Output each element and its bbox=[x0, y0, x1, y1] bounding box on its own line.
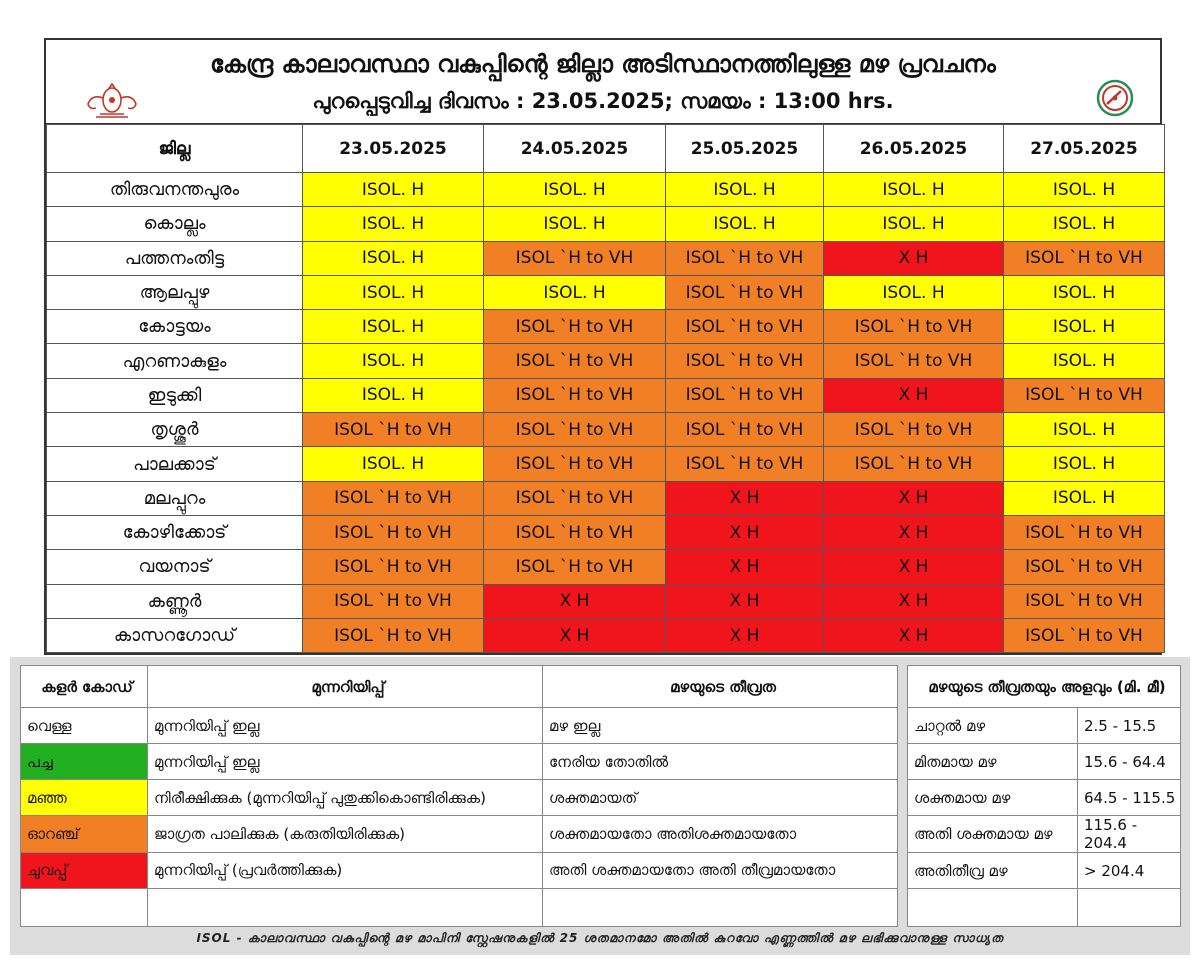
forecast-panel bbox=[44, 38, 1162, 655]
forecast-cell: ISOL. H bbox=[824, 207, 1004, 241]
district-name: മലപ്പുറം bbox=[47, 481, 303, 515]
forecast-header-row bbox=[47, 125, 1165, 173]
forecast-cell: ISOL. H bbox=[303, 344, 484, 378]
district-name: കോഴിക്കോട് bbox=[47, 515, 303, 549]
forecast-cell: ISOL `H to VH bbox=[303, 481, 484, 515]
amount-header: മഴയുടെ തീവ്രതയും അളവും (മി. മീ) bbox=[908, 666, 1181, 708]
forecast-cell: ISOL `H to VH bbox=[824, 413, 1004, 447]
forecast-cell: ISOL `H to VH bbox=[1004, 378, 1165, 412]
forecast-cell: ISOL `H to VH bbox=[824, 344, 1004, 378]
forecast-cell: ISOL. H bbox=[824, 275, 1004, 309]
legend-warning: ജാഗ്രത പാലിക്കുക (കരുതിയിരിക്കുക) bbox=[148, 816, 543, 852]
issued-line: പുറപ്പെടുവിച്ച ദിവസം : 23.05.2025; സമയം : 13:00 hrs. bbox=[312, 89, 894, 113]
table-row bbox=[47, 310, 1165, 344]
forecast-cell: ISOL `H to VH bbox=[1004, 515, 1165, 549]
forecast-cell: X H bbox=[666, 618, 824, 652]
forecast-cell: ISOL `H to VH bbox=[666, 378, 824, 412]
legend-row bbox=[21, 744, 898, 780]
imd-logo-icon bbox=[1092, 78, 1138, 118]
forecast-cell: X H bbox=[484, 584, 666, 618]
forecast-cell: ISOL `H to VH bbox=[303, 618, 484, 652]
district-name: ഇടുക്കി bbox=[47, 378, 303, 412]
forecast-cell: ISOL. H bbox=[303, 275, 484, 309]
forecast-cell: X H bbox=[666, 550, 824, 584]
legend-intensity: ശക്തമായതോ അതിശക്തമായതോ bbox=[543, 816, 898, 852]
district-name: പത്തനംതിട്ട bbox=[47, 241, 303, 275]
forecast-cell: ISOL. H bbox=[303, 207, 484, 241]
district-name: എറണാകുളം bbox=[47, 344, 303, 378]
forecast-cell: X H bbox=[824, 378, 1004, 412]
forecast-cell: X H bbox=[484, 618, 666, 652]
legend-warning: മുന്നറിയിപ്പ് ഇല്ല bbox=[148, 744, 543, 780]
rain-range: > 204.4 bbox=[1078, 853, 1181, 889]
rain-category: ശക്തമായ മഴ bbox=[908, 780, 1078, 816]
legend-column-header: മഴയുടെ തീവ്രത bbox=[543, 666, 898, 708]
kerala-emblem-icon bbox=[82, 76, 142, 120]
forecast-cell: ISOL. H bbox=[303, 310, 484, 344]
amount-row bbox=[908, 708, 1181, 744]
legend-column-header: കളർ കോഡ് bbox=[21, 666, 148, 708]
legend-color-table bbox=[20, 665, 898, 927]
forecast-cell: ISOL `H to VH bbox=[666, 275, 824, 309]
rain-category: മിതമായ മഴ bbox=[908, 744, 1078, 780]
legend-panel bbox=[10, 657, 1190, 955]
legend-row bbox=[21, 852, 898, 888]
forecast-cell: ISOL. H bbox=[666, 173, 824, 207]
district-name: കോട്ടയം bbox=[47, 310, 303, 344]
forecast-cell: ISOL `H to VH bbox=[484, 413, 666, 447]
rain-range: 64.5 - 115.5 bbox=[1078, 780, 1181, 816]
forecast-cell: ISOL. H bbox=[303, 447, 484, 481]
legend-warning: നിരീക്ഷിക്കുക (മുന്നറിയിപ്പ് പുതുക്കികൊണ്ടിരിക്കുക) bbox=[148, 780, 543, 816]
legend-color-code: ചുവപ്പ് bbox=[21, 852, 148, 888]
district-name: തിരുവനന്തപുരം bbox=[47, 173, 303, 207]
legend-intensity: മഴ ഇല്ല bbox=[543, 708, 898, 744]
forecast-cell: ISOL `H to VH bbox=[666, 344, 824, 378]
table-row bbox=[47, 275, 1165, 309]
forecast-cell: X H bbox=[824, 241, 1004, 275]
date-column-header: 25.05.2025 bbox=[666, 125, 824, 173]
forecast-cell: ISOL `H to VH bbox=[484, 378, 666, 412]
forecast-cell: ISOL `H to VH bbox=[666, 241, 824, 275]
legend-intensity: നേരിയ തോതിൽ bbox=[543, 744, 898, 780]
table-row bbox=[47, 378, 1165, 412]
rain-range: 115.6 - 204.4 bbox=[1078, 816, 1181, 853]
forecast-cell: X H bbox=[824, 481, 1004, 515]
legend-intensity: ശക്തമായത് bbox=[543, 780, 898, 816]
table-row bbox=[47, 344, 1165, 378]
forecast-cell: ISOL. H bbox=[1004, 344, 1165, 378]
forecast-cell: ISOL. H bbox=[666, 207, 824, 241]
forecast-cell: ISOL `H to VH bbox=[303, 584, 484, 618]
table-row bbox=[47, 550, 1165, 584]
district-name: ആലപ്പുഴ bbox=[47, 275, 303, 309]
forecast-cell: ISOL. H bbox=[484, 173, 666, 207]
isol-footnote: ISOL - കാലാവസ്ഥാ വകുപ്പിന്റെ മഴ മാപിനി സ്റ്റേഷനുകളിൽ 25 ശതമാനമോ അതിൽ കുറവോ എണ്ണത്തിൽ മഴ ലഭിക്കുവാനുള്ള സാധ്യത bbox=[196, 931, 1004, 945]
forecast-cell: X H bbox=[824, 618, 1004, 652]
legend-warning: മുന്നറിയിപ്പ് ഇല്ല bbox=[148, 708, 543, 744]
date-column-header: 27.05.2025 bbox=[1004, 125, 1165, 173]
forecast-table bbox=[46, 124, 1165, 653]
forecast-cell: ISOL `H to VH bbox=[1004, 241, 1165, 275]
forecast-cell: ISOL. H bbox=[484, 275, 666, 309]
rain-category: അതി ശക്തമായ മഴ bbox=[908, 816, 1078, 853]
forecast-cell: ISOL `H to VH bbox=[824, 310, 1004, 344]
forecast-cell: ISOL. H bbox=[303, 173, 484, 207]
amount-row bbox=[908, 853, 1181, 889]
legend-row bbox=[21, 780, 898, 816]
rain-category: അതിതീവ്ര മഴ bbox=[908, 853, 1078, 889]
table-row bbox=[47, 207, 1165, 241]
legend-intensity: അതി ശക്തമായതോ അതി തീവ്രമായതോ bbox=[543, 852, 898, 888]
page-title: കേന്ദ്ര കാലാവസ്ഥാ വകുപ്പിന്റെ ജില്ലാ അടിസ്ഥാനത്തിലുള്ള മഴ പ്രവചനം bbox=[210, 50, 996, 78]
forecast-cell: ISOL `H to VH bbox=[1004, 618, 1165, 652]
table-row bbox=[47, 618, 1165, 652]
forecast-cell: ISOL. H bbox=[303, 378, 484, 412]
date-column-header: 26.05.2025 bbox=[824, 125, 1004, 173]
forecast-cell: ISOL `H to VH bbox=[484, 515, 666, 549]
forecast-cell: ISOL. H bbox=[303, 241, 484, 275]
forecast-cell: X H bbox=[666, 515, 824, 549]
legend-amount-table bbox=[907, 665, 1181, 927]
forecast-cell: ISOL. H bbox=[1004, 275, 1165, 309]
forecast-cell: ISOL `H to VH bbox=[303, 550, 484, 584]
legend-row bbox=[21, 816, 898, 852]
table-row bbox=[47, 173, 1165, 207]
forecast-cell: ISOL. H bbox=[824, 173, 1004, 207]
table-row bbox=[47, 481, 1165, 515]
forecast-cell: ISOL. H bbox=[1004, 413, 1165, 447]
forecast-cell: ISOL `H to VH bbox=[303, 515, 484, 549]
legend-color-code: പച്ച bbox=[21, 744, 148, 780]
forecast-cell: ISOL `H to VH bbox=[303, 413, 484, 447]
forecast-cell: ISOL `H to VH bbox=[666, 413, 824, 447]
legend-color-code: വെള്ള bbox=[21, 708, 148, 744]
forecast-cell: ISOL `H to VH bbox=[484, 550, 666, 584]
district-name: കൊല്ലം bbox=[47, 207, 303, 241]
rain-range: 2.5 - 15.5 bbox=[1078, 708, 1181, 744]
rain-range: 15.6 - 64.4 bbox=[1078, 744, 1181, 780]
forecast-header bbox=[46, 40, 1160, 124]
amount-row bbox=[908, 816, 1181, 853]
district-name: തൃശ്ശൂർ bbox=[47, 413, 303, 447]
forecast-cell: ISOL. H bbox=[1004, 481, 1165, 515]
district-column-header: ജില്ല bbox=[47, 125, 303, 173]
legend-color-code: ഓറഞ്ച് bbox=[21, 816, 148, 852]
table-row bbox=[47, 413, 1165, 447]
forecast-cell: ISOL `H to VH bbox=[1004, 550, 1165, 584]
legend-warning: മുന്നറിയിപ്പ് (പ്രവർത്തിക്കുക) bbox=[148, 852, 543, 888]
table-row bbox=[47, 447, 1165, 481]
forecast-cell: X H bbox=[666, 481, 824, 515]
district-name: കണ്ണൂർ bbox=[47, 584, 303, 618]
district-name: കാസറഗോഡ് bbox=[47, 618, 303, 652]
legend-color-code: മഞ്ഞ bbox=[21, 780, 148, 816]
date-column-header: 24.05.2025 bbox=[484, 125, 666, 173]
forecast-cell: X H bbox=[824, 550, 1004, 584]
forecast-cell: ISOL `H to VH bbox=[666, 447, 824, 481]
amount-row bbox=[908, 780, 1181, 816]
forecast-cell: X H bbox=[824, 515, 1004, 549]
forecast-cell: ISOL `H to VH bbox=[484, 447, 666, 481]
legend-row bbox=[21, 708, 898, 744]
forecast-cell: X H bbox=[666, 584, 824, 618]
amount-row bbox=[908, 744, 1181, 780]
date-column-header: 23.05.2025 bbox=[303, 125, 484, 173]
forecast-cell: ISOL `H to VH bbox=[1004, 584, 1165, 618]
forecast-cell: ISOL. H bbox=[1004, 310, 1165, 344]
forecast-cell: ISOL. H bbox=[1004, 207, 1165, 241]
district-name: വയനാട് bbox=[47, 550, 303, 584]
legend-header-row bbox=[21, 666, 898, 708]
rain-category: ചാറ്റൽ മഴ bbox=[908, 708, 1078, 744]
forecast-cell: ISOL `H to VH bbox=[484, 310, 666, 344]
forecast-cell: ISOL `H to VH bbox=[484, 481, 666, 515]
legend-column-header: മുന്നറിയിപ്പ് bbox=[148, 666, 543, 708]
forecast-cell: ISOL `H to VH bbox=[484, 344, 666, 378]
forecast-cell: X H bbox=[824, 584, 1004, 618]
forecast-cell: ISOL. H bbox=[484, 207, 666, 241]
table-row bbox=[47, 515, 1165, 549]
forecast-cell: ISOL `H to VH bbox=[666, 310, 824, 344]
table-row bbox=[47, 241, 1165, 275]
table-row bbox=[47, 584, 1165, 618]
forecast-cell: ISOL `H to VH bbox=[824, 447, 1004, 481]
district-name: പാലക്കാട് bbox=[47, 447, 303, 481]
forecast-cell: ISOL `H to VH bbox=[484, 241, 666, 275]
forecast-cell: ISOL. H bbox=[1004, 447, 1165, 481]
forecast-cell: ISOL. H bbox=[1004, 173, 1165, 207]
